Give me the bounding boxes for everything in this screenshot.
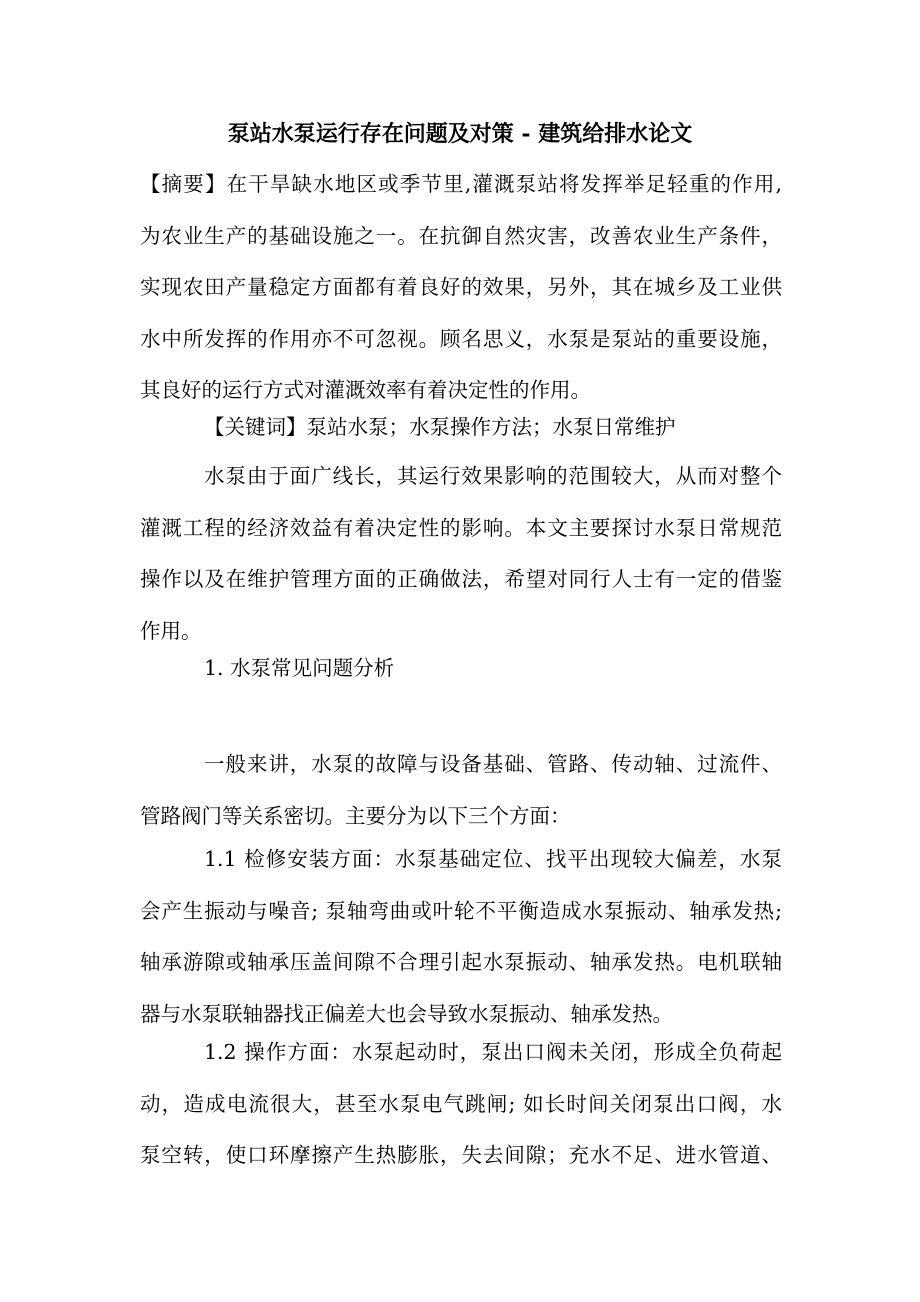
item-1-1-line: 器与水泵联轴器找正偏差大也会导致水泵振动、轴承发热。 bbox=[140, 1001, 673, 1026]
item-1-1-line: 轴承游隙或轴承压盖间隙不合理引起水泵振动、轴承发热。电机联轴 bbox=[140, 950, 782, 974]
item-1-1-line: 会产生振动与噪音; 泵轴弯曲或叶轮不平衡造成水泵振动、轴承发热; bbox=[140, 898, 782, 923]
keywords-line: 【关键词】泵站水泵；水泵操作方法；水泵日常维护 bbox=[204, 415, 676, 439]
item-1-1-paragraph bbox=[140, 834, 782, 1040]
abstract-line: 【摘要】在干旱缺水地区或季节里,灌溉泵站将发挥举足轻重的作用, bbox=[140, 172, 782, 196]
abstract-line: 实现农田产量稳定方面都有着良好的效果，另外，其在城乡及工业供 bbox=[140, 275, 782, 299]
item-1-2-line: 1.2 操作方面：水泵起动时，泵出口阀未关闭，形成全负荷起 bbox=[204, 1040, 782, 1064]
intro-line: 灌溉工程的经济效益有着决定性的影响。本文主要探讨水泵日常规范 bbox=[140, 515, 782, 540]
section-heading-line: 1. 水泵常见问题分析 bbox=[204, 656, 395, 680]
abstract-paragraph bbox=[140, 159, 782, 417]
intro-line: 作用。 bbox=[140, 618, 202, 643]
abstract-line: 其良好的运行方式对灌溉效率有着决定性的作用。 bbox=[140, 378, 591, 402]
section-1-heading bbox=[140, 643, 782, 695]
item-1-2-line: 泵空转，使口环摩擦产生热膨胀，失去间隙；充水不足、进水管道、 bbox=[140, 1143, 782, 1167]
keywords-paragraph bbox=[140, 402, 782, 454]
abstract-line: 为农业生产的基础设施之一。在抗御自然灾害，改善农业生产条件， bbox=[140, 223, 782, 248]
intro-paragraph bbox=[140, 451, 782, 657]
section-1-paragraph bbox=[140, 739, 782, 842]
item-1-1-line: 1.1 检修安装方面：水泵基础定位、找平出现较大偏差，水泵 bbox=[204, 847, 782, 871]
section-1-line: 管路阀门等关系密切。主要分为以下三个方面： bbox=[140, 803, 571, 828]
intro-line: 操作以及在维护管理方面的正确做法，希望对同行人士有一定的借鉴 bbox=[140, 567, 782, 591]
item-1-2-paragraph bbox=[140, 1027, 782, 1182]
document-title: 泵站水泵运行存在问题及对策 - 建筑给排水论文 bbox=[227, 121, 693, 147]
intro-line: 水泵由于面广线长，其运行效果影响的范围较大，从而对整个 bbox=[204, 464, 782, 488]
section-1-line: 一般来讲，水泵的故障与设备基础、管路、传动轴、过流件、 bbox=[204, 752, 782, 776]
item-1-2-line: 动，造成电流很大，甚至水泵电气跳闸; 如长时间关闭泵出口阀，水 bbox=[140, 1091, 782, 1116]
abstract-line: 水中所发挥的作用亦不可忽视。顾名思义，水泵是泵站的重要设施， bbox=[140, 326, 782, 351]
